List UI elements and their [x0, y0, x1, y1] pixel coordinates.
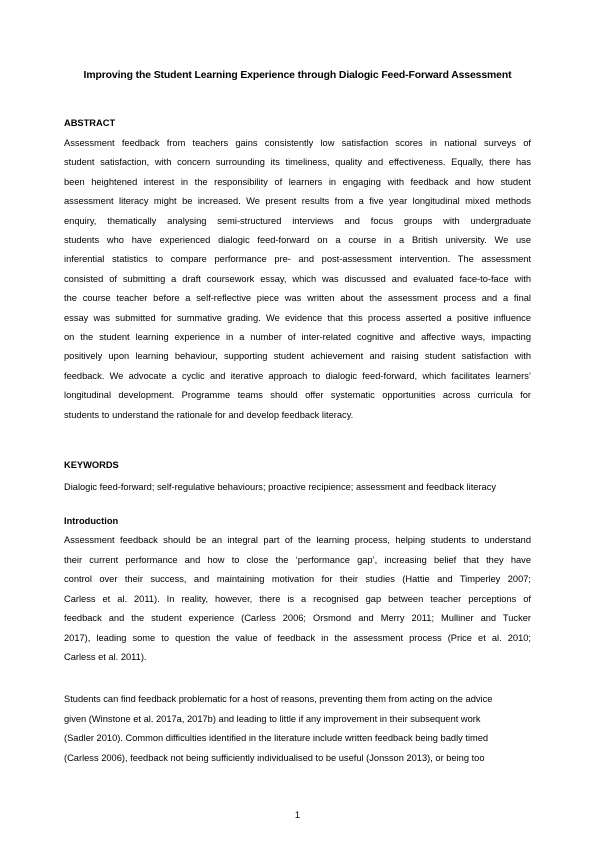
abstract-heading: ABSTRACT [64, 118, 116, 128]
keywords-heading: KEYWORDS [64, 460, 119, 470]
keywords-text: Dialogic feed-forward; self-regulative behaviours; proactive recipience; assessment and feedback literacy [64, 482, 497, 492]
paper-title: Improving the Student Learning Experience through Dialogic Feed-Forward Assessment [83, 70, 512, 81]
abstract-line: essay was submitted for summative grading. We evidence that this process asserted a positive influence [64, 312, 531, 323]
introduction-line: 2017), leading some to question the value of feedback in the assessment process (Price et al. 2010; [64, 632, 531, 643]
abstract-line: Assessment feedback from teachers gains consistently low satisfaction scores in national surveys of [64, 138, 531, 148]
introduction-line: Students can find feedback problematic for a host of reasons, preventing them from acting on the advice [64, 694, 493, 704]
introduction-line: feedback and the student experience (Carless 2006; Orsmond and Merry 2011; Mulliner and Tucker [64, 613, 531, 623]
abstract-line: assessment literacy might be increased. We present results from a five year longitudinal mixed methods [64, 196, 531, 207]
abstract-line: enquiry, thematically analysing semi-structured interviews and focus groups with undergraduate [64, 215, 531, 226]
introduction-line: control over their success, and maintaining motivation for their studies (Hattie and Timperley 2007; [64, 574, 531, 584]
introduction-line: Carless et al. 2011). [64, 652, 147, 662]
page-number: 1 [294, 810, 301, 820]
abstract-line: inferential statistics to compare performance pre- and post-assessment intervention. The assessment [64, 254, 531, 265]
abstract-line: students to understand the rationale for and develop feedback literacy. [64, 409, 354, 420]
abstract-line: feedback. We advocate a cyclic and iterative approach to dialogic feed-forward, which facilitates learners’ [64, 370, 531, 381]
abstract-line: been heightened interest in the responsibility of learners in engaging with feedback and how student [64, 176, 531, 187]
abstract-line: student satisfaction, with concern surrounding its timeliness, quality and effectiveness. Equally, there has [64, 157, 531, 168]
abstract-line: consisted of submitting a draft coursework essay, which was discussed and evaluated face-to-face with [64, 273, 531, 284]
abstract-line: on the student learning experience in a number of inter-related cognitive and affective ways, impacting [64, 332, 531, 342]
introduction-line: given (Winstone et al. 2017a, 2017b) and leading to little if any improvement in their subsequent work [64, 713, 481, 724]
introduction-line: Carless et al. 2011). In reality, however, there is a recognised gap between teacher perceptions of [64, 593, 531, 604]
abstract-line: the course teacher before a self-reflective piece was written about the assessment process and a final [64, 293, 531, 304]
introduction-line: (Sadler 2010). Common difficulties identified in the literature include written feedback being badly timed [64, 733, 489, 743]
introduction-line: (Carless 2006), feedback not being sufficiently individualised to be useful (Jonsson 2013), or being too [64, 752, 485, 763]
abstract-line: longitudinal development. Programme teams should offer systematic opportunities across curricula for [64, 390, 531, 401]
abstract-line: students who have experienced dialogic feed-forward on a course in a British university. We use [64, 235, 531, 245]
introduction-line: Assessment feedback should be an integral part of the learning process, helping students to understand [64, 535, 531, 545]
introduction-heading: Introduction [64, 516, 119, 526]
introduction-line: their current performance and how to close the ‘performance gap’, increasing belief that they have [64, 554, 531, 565]
abstract-line: positively upon learning behaviour, supporting student achievement and raising student satisfaction with [64, 351, 531, 362]
